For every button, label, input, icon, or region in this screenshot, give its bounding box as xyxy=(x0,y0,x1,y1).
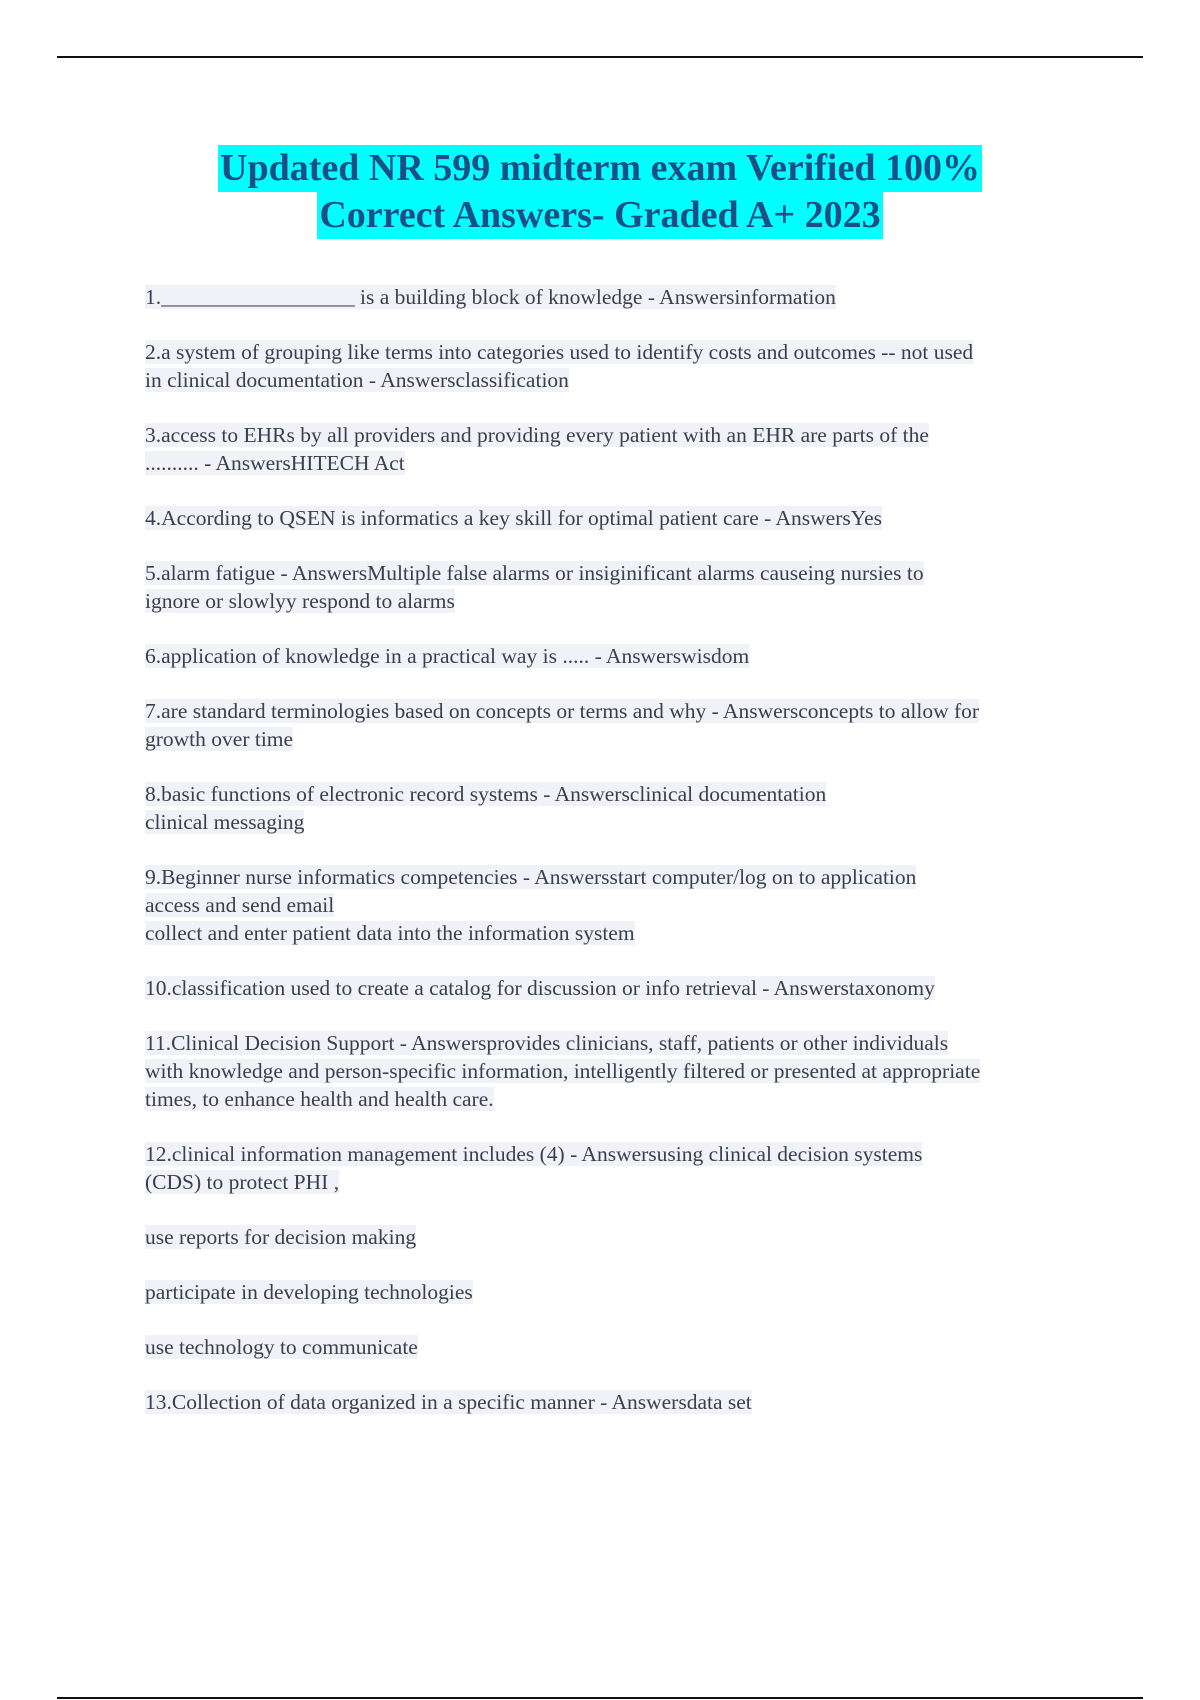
qa-item-text: 9.Beginner nurse informatics competencies - Answersstart computer/log on to application xyxy=(145,865,917,889)
qa-item-1 xyxy=(145,283,1090,311)
qa-item-12-sub-1 xyxy=(145,1223,1090,1251)
qa-item-text: 7.are standard terminologies based on concepts or terms and why - Answersconcepts to allow for xyxy=(145,699,980,723)
qa-item-text: ignore or slowlyy respond to alarms xyxy=(145,589,455,613)
qa-item-6 xyxy=(145,642,1090,670)
qa-item-text: clinical messaging xyxy=(145,810,305,834)
qa-item-text: 8.basic functions of electronic record systems - Answersclinical documentation xyxy=(145,782,827,806)
qa-item-4 xyxy=(145,504,1090,532)
qa-item-text: with knowledge and person-specific information, intelligently filtered or presented at appropriate xyxy=(145,1059,981,1083)
qa-item-text: 2.a system of grouping like terms into categories used to identify costs and outcomes -- not used xyxy=(145,340,974,364)
qa-item-12 xyxy=(145,1140,1090,1196)
qa-item-3 xyxy=(145,421,1090,477)
qa-item-5 xyxy=(145,559,1090,615)
qa-item-text: growth over time xyxy=(145,727,294,751)
qa-item-text: 4.According to QSEN is informatics a key skill for optimal patient care - AnswersYes xyxy=(145,506,883,530)
qa-item-13 xyxy=(145,1388,1090,1416)
qa-item-text: 11.Clinical Decision Support - Answersprovides clinicians, staff, patients or other individuals xyxy=(145,1031,949,1055)
qa-item-text: 3.access to EHRs by all providers and providing every patient with an EHR are parts of the xyxy=(145,423,929,447)
qa-item-text: use technology to communicate xyxy=(145,1335,418,1359)
qa-item-text: 10.classification used to create a catalog for discussion or info retrieval - Answerstaxonomy xyxy=(145,976,935,1000)
qa-item-8 xyxy=(145,780,1090,836)
qa-item-text: participate in developing technologies xyxy=(145,1280,473,1304)
qa-item-12-sub-3 xyxy=(145,1333,1090,1361)
qa-item-10 xyxy=(145,974,1090,1002)
qa-item-text: .......... - AnswersHITECH Act xyxy=(145,451,405,475)
qa-item-11 xyxy=(145,1029,1090,1113)
qa-item-text: in clinical documentation - Answersclassification xyxy=(145,368,569,392)
qa-item-text: 5.alarm fatigue - AnswersMultiple false alarms or insiginificant alarms causeing nursies to xyxy=(145,561,924,585)
qa-item-12-sub-2 xyxy=(145,1278,1090,1306)
qa-item-7 xyxy=(145,697,1090,753)
question-answer-list xyxy=(145,283,1090,1443)
qa-item-text: 13.Collection of data organized in a specific manner - Answersdata set xyxy=(145,1390,752,1414)
qa-item-text: (CDS) to protect PHI , xyxy=(145,1170,340,1194)
qa-item-text: 12.clinical information management includes (4) - Answersusing clinical decision systems xyxy=(145,1142,923,1166)
qa-item-9 xyxy=(145,863,1090,947)
title-line-1: Updated NR 599 midterm exam Verified 100% xyxy=(218,145,982,192)
qa-item-text: 6.application of knowledge in a practical way is ..... - Answerswisdom xyxy=(145,644,750,668)
document-title xyxy=(0,145,1200,239)
qa-item-2 xyxy=(145,338,1090,394)
qa-item-text: use reports for decision making xyxy=(145,1225,417,1249)
qa-item-text: times, to enhance health and health care. xyxy=(145,1087,494,1111)
bottom-rule xyxy=(57,1697,1143,1699)
qa-item-text: 1.__________________ is a building block of knowledge - Answersinformation xyxy=(145,285,836,309)
top-rule xyxy=(57,56,1143,58)
qa-item-text: access and send email xyxy=(145,893,335,917)
title-line-2: Correct Answers- Graded A+ 2023 xyxy=(317,192,882,239)
qa-item-text: collect and enter patient data into the information system xyxy=(145,921,635,945)
